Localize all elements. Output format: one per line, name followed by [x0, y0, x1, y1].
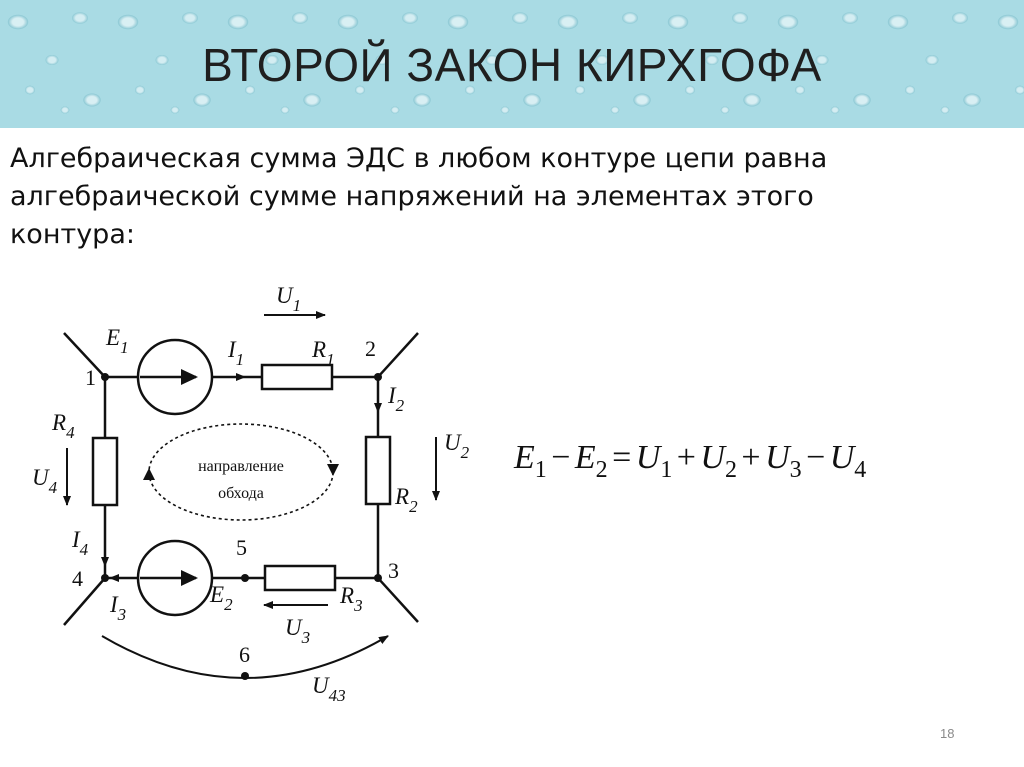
node-number: 5: [236, 535, 247, 560]
resistor-r1: [262, 365, 332, 389]
emf-source-e1: [138, 340, 212, 414]
text-line: алгебраической сумме напряжений на элементах этого: [10, 181, 814, 212]
label-u3: $U_3$: [285, 615, 311, 647]
node-number: 6: [239, 642, 250, 667]
slide-title: ВТОРОЙ ЗАКОН КИРХГОФА: [202, 39, 822, 91]
label-i2: $I_2$: [388, 383, 405, 415]
node-dots: [101, 373, 382, 680]
label-r4: $R_4$: [52, 410, 75, 442]
label-u1: $U_1$: [276, 283, 302, 315]
kirchhoff-equation: E1 − E2 = U1 + U2 + U3 − U4: [514, 439, 867, 483]
label-e1: $E_1$: [106, 325, 129, 357]
resistor-r3: [265, 566, 335, 590]
loop-label-line2: обхода: [218, 485, 264, 502]
label-e2: $E_2$: [210, 582, 233, 614]
label-i4: $I_4$: [72, 527, 89, 559]
emf-source-e2: [138, 541, 212, 615]
label-u2: $U_2$: [444, 430, 470, 462]
label-u43: $U_{43}$: [312, 673, 346, 705]
label-i1: $I_1$: [228, 337, 245, 369]
label-u4: $U_4$: [32, 465, 58, 497]
text-line: Алгебраическая сумма ЭДС в любом контуре цепи равна: [10, 143, 828, 174]
loop-direction: [143, 424, 339, 520]
page-number: 18: [940, 726, 955, 741]
label-r3: $R_3$: [340, 583, 363, 615]
text-line: контура:: [10, 219, 135, 250]
node-number: 1: [85, 365, 96, 390]
label-i3: $I_3$: [110, 592, 127, 624]
resistor-r2: [366, 437, 390, 504]
label-r2: $R_2$: [395, 484, 418, 516]
node-number: 2: [365, 336, 376, 361]
resistor-r4: [93, 438, 117, 505]
node-number: 3: [388, 558, 399, 583]
label-r1: $R_1$: [312, 337, 335, 369]
node-number: 4: [72, 566, 83, 591]
loop-label-line1: направление: [198, 458, 284, 475]
